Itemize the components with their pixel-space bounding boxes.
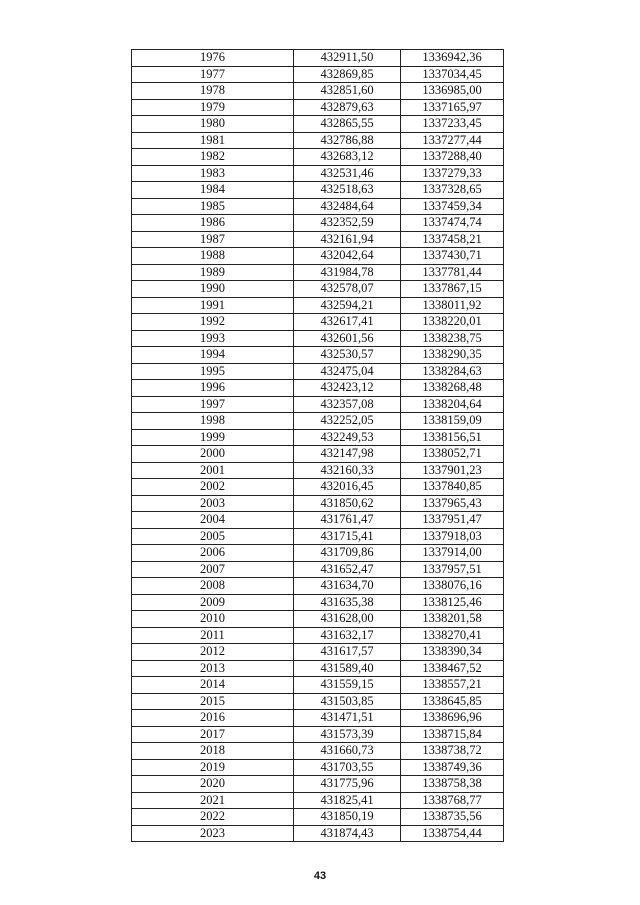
x-coordinate-cell: 431709,86 bbox=[294, 545, 401, 562]
y-coordinate-cell: 1338238,75 bbox=[401, 330, 504, 347]
table-row bbox=[132, 726, 504, 743]
year-cell: 2002 bbox=[132, 479, 294, 496]
y-coordinate-cell: 1337965,43 bbox=[401, 495, 504, 512]
year-cell: 1980 bbox=[132, 116, 294, 133]
year-cell: 1985 bbox=[132, 198, 294, 215]
table-row bbox=[132, 743, 504, 760]
y-coordinate-cell: 1338715,84 bbox=[401, 726, 504, 743]
table-row bbox=[132, 660, 504, 677]
year-cell: 1977 bbox=[132, 66, 294, 83]
y-coordinate-cell: 1337458,21 bbox=[401, 231, 504, 248]
year-cell: 1989 bbox=[132, 264, 294, 281]
year-cell: 1979 bbox=[132, 99, 294, 116]
table-row bbox=[132, 83, 504, 100]
year-cell: 1990 bbox=[132, 281, 294, 298]
x-coordinate-cell: 431589,40 bbox=[294, 660, 401, 677]
y-coordinate-cell: 1338758,38 bbox=[401, 776, 504, 793]
y-coordinate-cell: 1337034,45 bbox=[401, 66, 504, 83]
table-row bbox=[132, 825, 504, 842]
year-cell: 2008 bbox=[132, 578, 294, 595]
table-row bbox=[132, 429, 504, 446]
x-coordinate-cell: 432160,33 bbox=[294, 462, 401, 479]
year-cell: 2011 bbox=[132, 627, 294, 644]
x-coordinate-cell: 432879,63 bbox=[294, 99, 401, 116]
x-coordinate-cell: 431632,17 bbox=[294, 627, 401, 644]
x-coordinate-cell: 431559,15 bbox=[294, 677, 401, 694]
y-coordinate-cell: 1338290,35 bbox=[401, 347, 504, 364]
year-cell: 2018 bbox=[132, 743, 294, 760]
year-cell: 2010 bbox=[132, 611, 294, 628]
year-cell: 1986 bbox=[132, 215, 294, 232]
y-coordinate-cell: 1338268,48 bbox=[401, 380, 504, 397]
table-row bbox=[132, 512, 504, 529]
table-row bbox=[132, 710, 504, 727]
year-cell: 2009 bbox=[132, 594, 294, 611]
x-coordinate-cell: 432042,64 bbox=[294, 248, 401, 265]
x-coordinate-cell: 432601,56 bbox=[294, 330, 401, 347]
x-coordinate-cell: 431628,00 bbox=[294, 611, 401, 628]
year-cell: 2001 bbox=[132, 462, 294, 479]
table-row bbox=[132, 132, 504, 149]
table-row bbox=[132, 314, 504, 331]
y-coordinate-cell: 1338467,52 bbox=[401, 660, 504, 677]
table-row bbox=[132, 297, 504, 314]
year-cell: 2016 bbox=[132, 710, 294, 727]
y-coordinate-cell: 1337957,51 bbox=[401, 561, 504, 578]
x-coordinate-cell: 432786,88 bbox=[294, 132, 401, 149]
x-coordinate-cell: 431761,47 bbox=[294, 512, 401, 529]
y-coordinate-cell: 1338204,64 bbox=[401, 396, 504, 413]
x-coordinate-cell: 432252,05 bbox=[294, 413, 401, 430]
year-cell: 1987 bbox=[132, 231, 294, 248]
y-coordinate-cell: 1338011,92 bbox=[401, 297, 504, 314]
year-cell: 2015 bbox=[132, 693, 294, 710]
year-cell: 1997 bbox=[132, 396, 294, 413]
table-row bbox=[132, 264, 504, 281]
x-coordinate-cell: 432147,98 bbox=[294, 446, 401, 463]
table-row bbox=[132, 396, 504, 413]
y-coordinate-cell: 1337328,65 bbox=[401, 182, 504, 199]
y-coordinate-cell: 1337914,00 bbox=[401, 545, 504, 562]
x-coordinate-cell: 432530,57 bbox=[294, 347, 401, 364]
x-coordinate-cell: 432352,59 bbox=[294, 215, 401, 232]
x-coordinate-cell: 431775,96 bbox=[294, 776, 401, 793]
y-coordinate-cell: 1337165,97 bbox=[401, 99, 504, 116]
y-coordinate-cell: 1336942,36 bbox=[401, 50, 504, 67]
x-coordinate-cell: 432249,53 bbox=[294, 429, 401, 446]
table-row bbox=[132, 363, 504, 380]
coordinates-table-body bbox=[132, 50, 504, 842]
y-coordinate-cell: 1338754,44 bbox=[401, 825, 504, 842]
y-coordinate-cell: 1338270,41 bbox=[401, 627, 504, 644]
y-coordinate-cell: 1337901,23 bbox=[401, 462, 504, 479]
year-cell: 1991 bbox=[132, 297, 294, 314]
year-cell: 1993 bbox=[132, 330, 294, 347]
y-coordinate-cell: 1337918,03 bbox=[401, 528, 504, 545]
table-row bbox=[132, 347, 504, 364]
year-cell: 2013 bbox=[132, 660, 294, 677]
year-cell: 1999 bbox=[132, 429, 294, 446]
x-coordinate-cell: 432617,41 bbox=[294, 314, 401, 331]
year-cell: 1981 bbox=[132, 132, 294, 149]
table-row bbox=[132, 693, 504, 710]
x-coordinate-cell: 432484,64 bbox=[294, 198, 401, 215]
table-row bbox=[132, 528, 504, 545]
x-coordinate-cell: 432851,60 bbox=[294, 83, 401, 100]
table-row bbox=[132, 776, 504, 793]
y-coordinate-cell: 1337279,33 bbox=[401, 165, 504, 182]
y-coordinate-cell: 1338645,85 bbox=[401, 693, 504, 710]
year-cell: 1984 bbox=[132, 182, 294, 199]
table-row bbox=[132, 792, 504, 809]
y-coordinate-cell: 1337474,74 bbox=[401, 215, 504, 232]
y-coordinate-cell: 1337781,44 bbox=[401, 264, 504, 281]
y-coordinate-cell: 1337840,85 bbox=[401, 479, 504, 496]
y-coordinate-cell: 1338284,63 bbox=[401, 363, 504, 380]
y-coordinate-cell: 1338201,58 bbox=[401, 611, 504, 628]
y-coordinate-cell: 1338220,01 bbox=[401, 314, 504, 331]
x-coordinate-cell: 432683,12 bbox=[294, 149, 401, 166]
table-row bbox=[132, 759, 504, 776]
x-coordinate-cell: 431635,38 bbox=[294, 594, 401, 611]
table-row bbox=[132, 495, 504, 512]
table-row bbox=[132, 627, 504, 644]
y-coordinate-cell: 1337277,44 bbox=[401, 132, 504, 149]
table-row bbox=[132, 99, 504, 116]
y-coordinate-cell: 1338125,46 bbox=[401, 594, 504, 611]
year-cell: 1978 bbox=[132, 83, 294, 100]
table-row bbox=[132, 462, 504, 479]
x-coordinate-cell: 432578,07 bbox=[294, 281, 401, 298]
table-row bbox=[132, 215, 504, 232]
y-coordinate-cell: 1338749,36 bbox=[401, 759, 504, 776]
x-coordinate-cell: 431660,73 bbox=[294, 743, 401, 760]
x-coordinate-cell: 431825,41 bbox=[294, 792, 401, 809]
y-coordinate-cell: 1337288,40 bbox=[401, 149, 504, 166]
x-coordinate-cell: 432869,85 bbox=[294, 66, 401, 83]
year-cell: 1976 bbox=[132, 50, 294, 67]
page-number: 43 bbox=[313, 870, 327, 882]
x-coordinate-cell: 431874,43 bbox=[294, 825, 401, 842]
x-coordinate-cell: 432357,08 bbox=[294, 396, 401, 413]
x-coordinate-cell: 431715,41 bbox=[294, 528, 401, 545]
year-cell: 2003 bbox=[132, 495, 294, 512]
y-coordinate-cell: 1337430,71 bbox=[401, 248, 504, 265]
x-coordinate-cell: 432531,46 bbox=[294, 165, 401, 182]
y-coordinate-cell: 1336985,00 bbox=[401, 83, 504, 100]
year-cell: 2006 bbox=[132, 545, 294, 562]
table-row bbox=[132, 677, 504, 694]
y-coordinate-cell: 1337867,15 bbox=[401, 281, 504, 298]
year-cell: 2023 bbox=[132, 825, 294, 842]
x-coordinate-cell: 432865,55 bbox=[294, 116, 401, 133]
table-row bbox=[132, 182, 504, 199]
x-coordinate-cell: 432475,04 bbox=[294, 363, 401, 380]
year-cell: 2019 bbox=[132, 759, 294, 776]
table-row bbox=[132, 446, 504, 463]
year-cell: 1983 bbox=[132, 165, 294, 182]
x-coordinate-cell: 431850,62 bbox=[294, 495, 401, 512]
x-coordinate-cell: 431634,70 bbox=[294, 578, 401, 595]
x-coordinate-cell: 432161,94 bbox=[294, 231, 401, 248]
y-coordinate-cell: 1338735,56 bbox=[401, 809, 504, 826]
year-cell: 2004 bbox=[132, 512, 294, 529]
table-row bbox=[132, 611, 504, 628]
year-cell: 2012 bbox=[132, 644, 294, 661]
table-row bbox=[132, 330, 504, 347]
year-cell: 1995 bbox=[132, 363, 294, 380]
coordinates-table bbox=[131, 49, 504, 842]
x-coordinate-cell: 431573,39 bbox=[294, 726, 401, 743]
y-coordinate-cell: 1338738,72 bbox=[401, 743, 504, 760]
x-coordinate-cell: 431652,47 bbox=[294, 561, 401, 578]
table-row bbox=[132, 644, 504, 661]
year-cell: 2022 bbox=[132, 809, 294, 826]
table-row bbox=[132, 116, 504, 133]
table-row bbox=[132, 479, 504, 496]
x-coordinate-cell: 431503,85 bbox=[294, 693, 401, 710]
table-row bbox=[132, 413, 504, 430]
table-row bbox=[132, 281, 504, 298]
year-cell: 2021 bbox=[132, 792, 294, 809]
y-coordinate-cell: 1338696,96 bbox=[401, 710, 504, 727]
year-cell: 2007 bbox=[132, 561, 294, 578]
table-row bbox=[132, 380, 504, 397]
table-row bbox=[132, 66, 504, 83]
year-cell: 2005 bbox=[132, 528, 294, 545]
table-row bbox=[132, 545, 504, 562]
year-cell: 1996 bbox=[132, 380, 294, 397]
y-coordinate-cell: 1338159,09 bbox=[401, 413, 504, 430]
x-coordinate-cell: 432423,12 bbox=[294, 380, 401, 397]
x-coordinate-cell: 432016,45 bbox=[294, 479, 401, 496]
y-coordinate-cell: 1337459,34 bbox=[401, 198, 504, 215]
year-cell: 1988 bbox=[132, 248, 294, 265]
table-row bbox=[132, 198, 504, 215]
year-cell: 1992 bbox=[132, 314, 294, 331]
table-row bbox=[132, 578, 504, 595]
year-cell: 1994 bbox=[132, 347, 294, 364]
x-coordinate-cell: 431471,51 bbox=[294, 710, 401, 727]
table-row bbox=[132, 149, 504, 166]
year-cell: 2000 bbox=[132, 446, 294, 463]
y-coordinate-cell: 1338557,21 bbox=[401, 677, 504, 694]
y-coordinate-cell: 1338076,16 bbox=[401, 578, 504, 595]
y-coordinate-cell: 1337233,45 bbox=[401, 116, 504, 133]
y-coordinate-cell: 1338390,34 bbox=[401, 644, 504, 661]
x-coordinate-cell: 431703,55 bbox=[294, 759, 401, 776]
x-coordinate-cell: 432518,63 bbox=[294, 182, 401, 199]
y-coordinate-cell: 1338156,51 bbox=[401, 429, 504, 446]
table-row bbox=[132, 809, 504, 826]
table-row bbox=[132, 165, 504, 182]
table-row bbox=[132, 231, 504, 248]
x-coordinate-cell: 431984,78 bbox=[294, 264, 401, 281]
year-cell: 1982 bbox=[132, 149, 294, 166]
x-coordinate-cell: 432911,50 bbox=[294, 50, 401, 67]
y-coordinate-cell: 1338768,77 bbox=[401, 792, 504, 809]
table-row bbox=[132, 50, 504, 67]
x-coordinate-cell: 431617,57 bbox=[294, 644, 401, 661]
year-cell: 1998 bbox=[132, 413, 294, 430]
table-row bbox=[132, 248, 504, 265]
y-coordinate-cell: 1337951,47 bbox=[401, 512, 504, 529]
year-cell: 2017 bbox=[132, 726, 294, 743]
table-row bbox=[132, 561, 504, 578]
year-cell: 2020 bbox=[132, 776, 294, 793]
x-coordinate-cell: 432594,21 bbox=[294, 297, 401, 314]
y-coordinate-cell: 1338052,71 bbox=[401, 446, 504, 463]
x-coordinate-cell: 431850,19 bbox=[294, 809, 401, 826]
year-cell: 2014 bbox=[132, 677, 294, 694]
table-row bbox=[132, 594, 504, 611]
